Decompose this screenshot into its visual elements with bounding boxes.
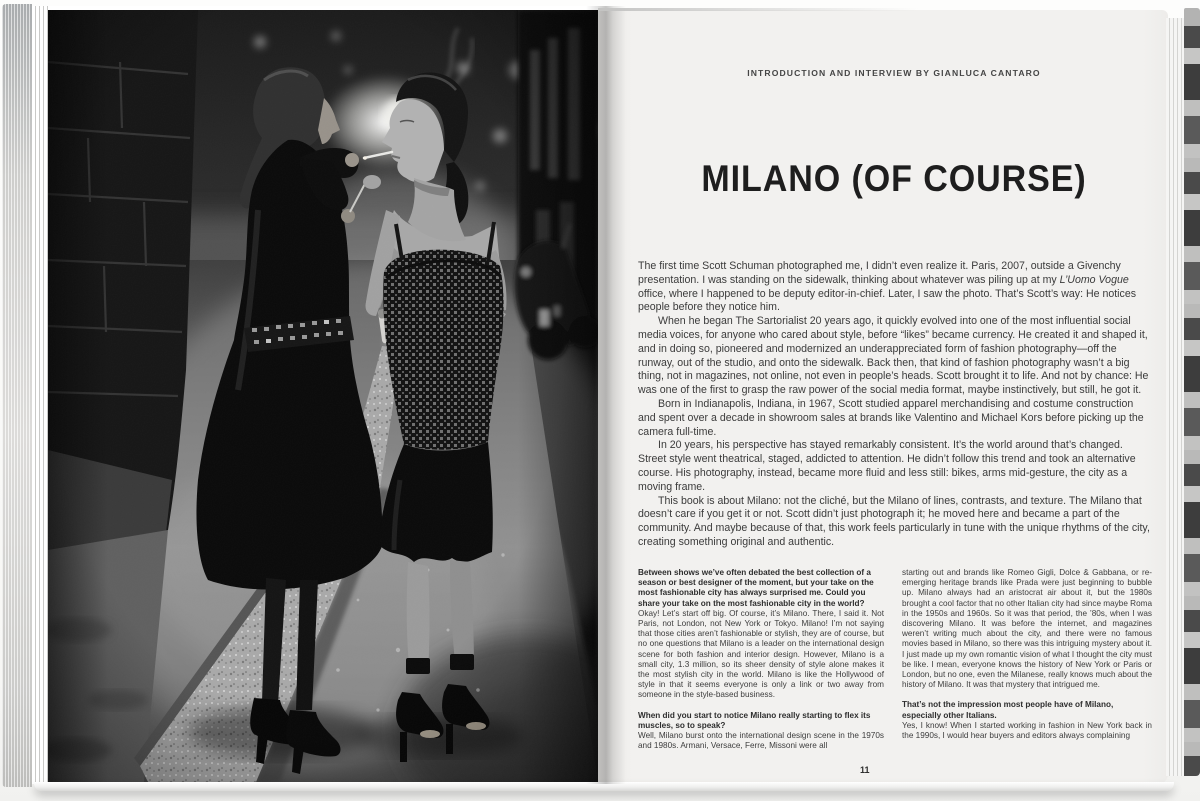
page-stack-lines [32,6,48,784]
intro-paragraph: Born in Indianapolis, Indiana, in 1967, Scott studied apparel merchandising and costume construction and spent over a decade in showroom sales at brands like Valentino and Michael Kors before picking up the camera full-time. [638,397,1144,438]
right-page-content [638,10,1150,784]
film-grain [48,10,598,782]
page-title: MILANO (OF COURSE) [701,158,1087,199]
interview-answer: Okay! Let’s start off big. Of course, it’s Milano. There, I said it. Not Paris, not London, not New York or Tokyo. Milano! I’m not saying that those cities aren’t fashionable or stylish, they are of course, but no one questions that Milano is a leader on the international design scene for both fashion and interior design. However, Milano is a small city, 1.3 million, so its sheer density of style alone makes it the most stylish city in the world. Milano is like the Hollywood of style in that it seems everyone is only a link or two away from someone in the style-based business. [638,608,884,700]
fore-edge-cap [1184,8,1200,26]
page-edge-left [2,4,32,787]
kicker-byline: INTRODUCTION AND INTERVIEW BY GIANLUCA CANTARO [747,68,1041,78]
page-edge-right [1166,12,1200,782]
page-top-edge [598,8,918,11]
interview-answer: starting out and brands like Romeo Gigli, Dolce & Gabbana, or re-emerging heritage brands like Prada were just beginning to bubble up. Milano always had an aristocrat air about it, but the 1980s brought a cool factor that no other Italian city had since maybe Roma in the 1950s and 1960s. So it was that period, the ’80s, when I was discovering Milano. It was before the internet, and magazines weren’t writing much about the city, and there were no famous movies based in Milano, so there was this intriguing mystery about it. I just made up my own romantic vision of what I thought the city must be like. I mean, everyone knows the history of New York or Paris or London, but no one, even the Milanese, really knows much about the history of Milano. It was that mystery that intrigued me. [902,568,1152,690]
interview-column-left [638,568,884,751]
interview-question: Between shows we’ve often debated the best collection of a season or best designer of the moment, but your take on the most fashionable city has always surprised me. Could you share your take on the most fashionable city in the world? [638,568,874,608]
street-photo-illustration [48,10,598,782]
interview-question: That’s not the impression most people have of Milano, especially other Italians. [902,700,1114,720]
intro-paragraph: In 20 years, his perspective has stayed remarkably consistent. It’s the world around that’s changed. Street style went theatrical, staged, addicted to attention. He didn’t follow this trend and took an alternative course. His photography, instead, became more fluid and less still: bikes, arms mid-gesture, the city as a moving frame. [638,439,1136,493]
interview-answer: Well, Milano burst onto the international design scene in the 1970s and 1980s. Armani, Versace, Ferre, Missoni were all [638,731,884,751]
right-page [598,10,1168,784]
intro-paragraph: This book is about Milano: not the cliché, but the Milano of lines, contrasts, and texture. The Milano that doesn’t care if you get it or not. Scott didn’t just photograph it; he moved here and became a part of the community. And maybe because of that, this work feels particularly in tune with the unique rhythms of the city, creating something original and authentic. [638,494,1150,548]
intro-p1-text: The first time Scott Schuman photographed me, I didn’t even realize it. Paris, 2007, outside a Givenchy presentation. I was standing on the sidewalk, thinking about whatever was piling up at my [638,260,1121,286]
intro-p1-text-after: office, where I happened to be deputy editor-in-chief. Later, I saw the photo. That’s Scott’s way: He notices people before they notice him. [638,287,1137,314]
left-page [32,6,598,784]
page-edge-bottom [34,782,1174,791]
page-stack-lines-right [1166,18,1184,776]
fore-edge-stripes [1184,12,1200,776]
intro-p1-italic: L’Uomo Vogue [1059,273,1129,286]
interview-question: When did you start to notice Milano really starting to flex its muscles, so to speak? [638,710,871,730]
street-photo [48,10,598,782]
intro-paragraph: When he began The Sartorialist 20 years ago, it quickly evolved into one of the most influential social media voices, for anyone who cared about style, before “likes” became currency. He created it and shaped it, and in doing so, pioneered and modernized an underappreciated form of fashion photography—off the runway, out of the studio, and onto the sidewalk. Back then, that kind of fashion photography wasn’t a big thing, not in magazines, not online, not even in people’s heads. Scott brought it to life. And not by chance: He was one of the first to grasp the raw power of the social media format, maybe instinctively, but still, he got it. [638,315,1149,397]
page-number: 11 [860,765,870,775]
interview-columns [638,568,1154,751]
interview-column-right [902,568,1152,751]
introduction-text [638,260,1150,550]
intro-paragraph [638,260,1150,315]
interview-answer: Yes, I know! When I started working in fashion in New York back in the 1990s, I would hear buyers and editors always complaining [902,720,1152,741]
